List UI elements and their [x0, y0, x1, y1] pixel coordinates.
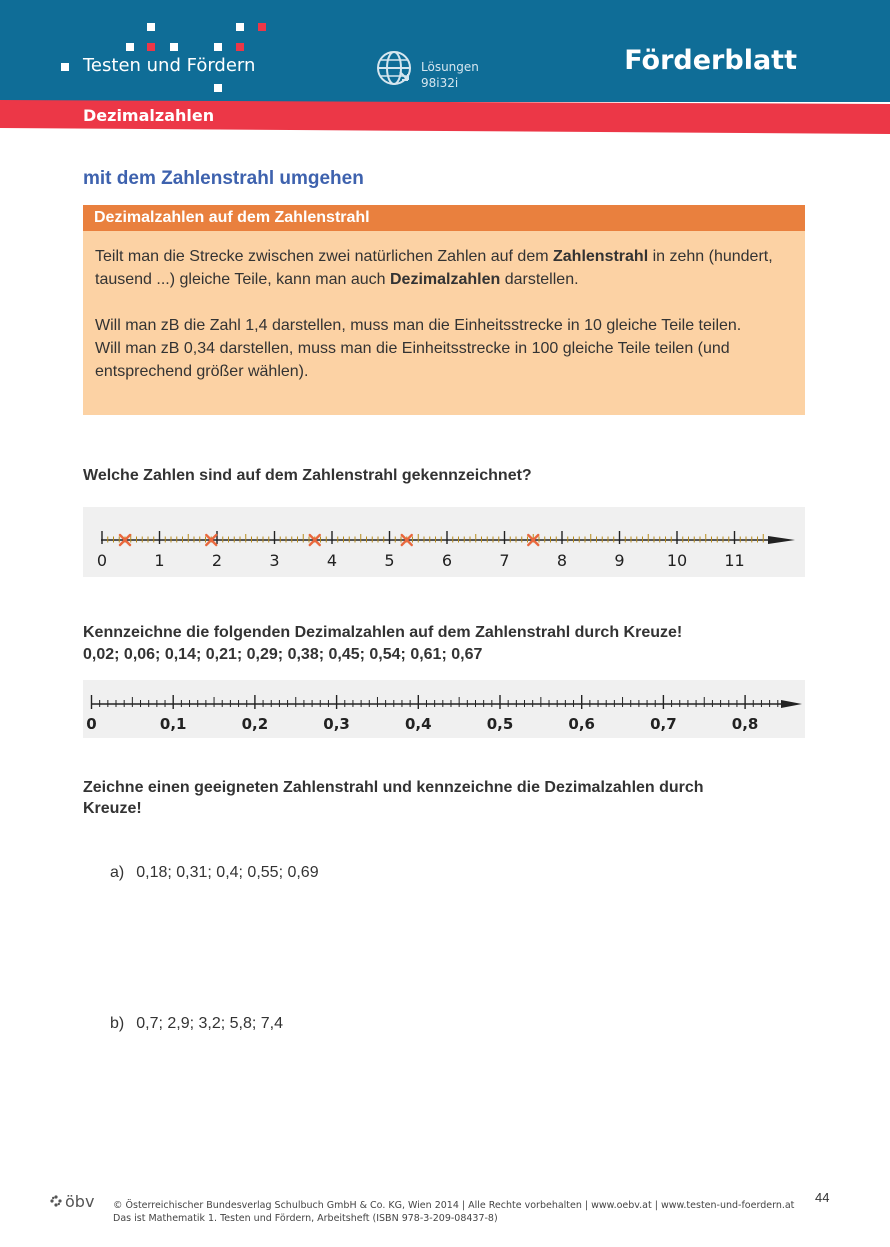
tick-label: 10 — [666, 551, 688, 570]
tick-label: 0 — [96, 551, 108, 570]
exercise3-question-line2: Kreuze! — [83, 800, 142, 817]
task-b — [110, 1015, 283, 1033]
term-zahlenstrahl: Zahlenstrahl — [553, 248, 649, 265]
tick-label: 8 — [556, 551, 568, 570]
page-number: 44 — [815, 1190, 830, 1205]
tick-label: 5 — [384, 551, 395, 570]
task-a-label: a) — [110, 864, 125, 881]
info-paragraph-1: Teilt man die Strecke zwischen zwei natürlichen Zahlen auf dem Zahlenstrahl in zehn (hundert, tausend ...) gleiche Teile, kann man auch Dezimalzahlen darstellen. — [95, 248, 773, 288]
exercise2-numbers: 0,02; 0,06; 0,14; 0,21; 0,29; 0,38; 0,45; 0,54; 0,61; 0,67 — [83, 646, 483, 663]
page-subtitle: mit dem Zahlenstrahl umgehen — [83, 168, 364, 189]
tick-label: 4 — [326, 551, 338, 570]
document-type-title: Förderblatt — [624, 45, 797, 76]
topic-label: Dezimalzahlen — [83, 106, 215, 125]
tick-label: 0,7 — [650, 715, 677, 733]
tick-label: 0,1 — [159, 715, 187, 733]
tick-label: 0,4 — [405, 715, 432, 733]
solutions-label: Lösungen — [421, 60, 479, 74]
footer-line-2: Das ist Mathematik 1. Testen und Fördern, Arbeitsheft (ISBN 978-3-209-08437-8) — [113, 1213, 498, 1224]
tick-label: 0,8 — [731, 715, 759, 733]
brand-name: Testen und Fördern — [83, 55, 256, 76]
tick-label: 0 — [86, 715, 97, 733]
footer-copyright — [113, 1199, 794, 1225]
tick-label: 11 — [724, 551, 745, 570]
number-line-2[interactable] — [83, 680, 805, 738]
brand-squares-logo — [0, 0, 280, 100]
task-a-values: 0,18; 0,31; 0,4; 0,55; 0,69 — [136, 864, 319, 881]
info-paragraph-3: Will man zB 0,34 darstellen, muss man die Einheitsstrecke in 100 gleiche Teile teilen (und entsprechend größer wählen). — [95, 340, 730, 380]
tick-label: 6 — [441, 551, 453, 570]
tick-label: 2 — [211, 551, 223, 570]
solutions-link[interactable] — [421, 59, 479, 91]
exercise3-question-line1: Zeichne einen geeigneten Zahlenstrahl und kennzeichne die Dezimalzahlen durch — [83, 779, 704, 796]
info-paragraph-2: Will man zB die Zahl 1,4 darstellen, muss man die Einheitsstrecke in 10 gleiche Teile teilen. — [95, 317, 742, 334]
footer-line-1: © Österreichischer Bundesverlag Schulbuch GmbH & Co. KG, Wien 2014 | Alle Rechte vorbehalten | www.oebv.at | www.testen-und-foerdern.at — [113, 1200, 795, 1211]
header-bar — [0, 0, 890, 102]
tick-label: 1 — [154, 551, 165, 570]
oebv-logo-text: öbv — [65, 1192, 95, 1211]
tick-label: 9 — [614, 551, 625, 570]
number-line-1 — [83, 507, 805, 577]
oebv-logo — [50, 1190, 110, 1212]
info-box — [83, 205, 805, 415]
exercise2-question: Kennzeichne die folgenden Dezimalzahlen auf dem Zahlenstrahl durch Kreuze! — [83, 624, 683, 641]
task-a — [110, 864, 319, 882]
tick-label: 0,5 — [486, 715, 514, 733]
tick-label: 3 — [269, 551, 280, 570]
tick-label: 0,6 — [568, 715, 595, 733]
info-box-title: Dezimalzahlen auf dem Zahlenstrahl — [83, 205, 805, 231]
term-dezimalzahlen: Dezimalzahlen — [390, 271, 501, 288]
tick-label: 0,2 — [241, 715, 269, 733]
tick-label: 7 — [499, 551, 510, 570]
exercise3-question — [83, 777, 704, 819]
task-b-values: 0,7; 2,9; 3,2; 5,8; 7,4 — [136, 1015, 284, 1032]
tick-label: 0,3 — [323, 715, 350, 733]
solutions-code: 98i32i — [421, 76, 459, 90]
globe-icon[interactable] — [376, 50, 412, 86]
exercise1-question: Welche Zahlen sind auf dem Zahlenstrahl gekennzeichnet? — [83, 467, 532, 484]
task-b-label: b) — [110, 1015, 125, 1032]
